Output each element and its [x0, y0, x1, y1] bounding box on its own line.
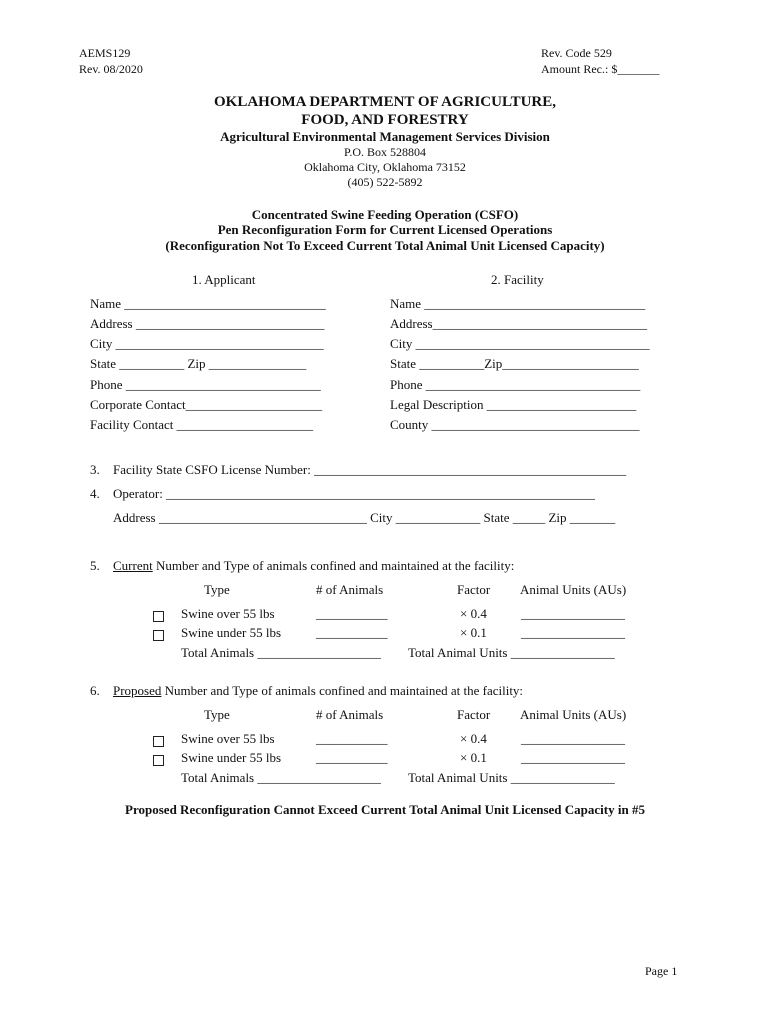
applicant-name-field[interactable]: Name _______________________________ [90, 296, 326, 311]
q5-col-factor: Factor [457, 582, 491, 597]
operator-field[interactable]: Operator: __________________________________________________________________ [113, 486, 596, 501]
applicant-facility-contact-field[interactable]: Facility Contact _____________________ [90, 417, 314, 432]
q6-total-units-field[interactable]: Total Animal Units ________________ [408, 770, 615, 785]
applicant-phone-field[interactable]: Phone ______________________________ [90, 377, 321, 392]
q5-swine-under-factor: × 0.1 [460, 625, 487, 640]
q6-swine-under-au-field[interactable]: ________________ [521, 750, 625, 765]
q5-current-label: Current [113, 558, 153, 573]
agency-name-line1: OKLAHOMA DEPARTMENT OF AGRICULTURE, [213, 94, 556, 110]
applicant-city-field[interactable]: City ________________________________ [90, 336, 324, 351]
q5-swine-under-label: Swine under 55 lbs [181, 625, 282, 640]
q5-swine-over-count-field[interactable]: ___________ [316, 606, 388, 621]
q6-swine-under-label: Swine under 55 lbs [181, 750, 282, 765]
q5-swine-under-checkbox[interactable] [153, 628, 164, 646]
q5-swine-under-au-field[interactable]: ________________ [521, 625, 625, 640]
q4-number: 4. [90, 486, 100, 501]
q5-number: 5. [90, 558, 100, 573]
facility-county-field[interactable]: County ________________________________ [390, 417, 640, 432]
agency-po-box: P.O. Box 528804 [343, 145, 426, 159]
q6-number: 6. [90, 683, 100, 698]
q6-col-animal-units: Animal Units (AUs) [520, 707, 627, 722]
agency-city: Oklahoma City, Oklahoma 73152 [304, 160, 466, 174]
page-number: Page 1 [645, 964, 678, 978]
q5-total-units-field[interactable]: Total Animal Units ________________ [408, 645, 615, 660]
q5-col-animal-units: Animal Units (AUs) [520, 582, 627, 597]
q6-prompt [113, 683, 523, 699]
q6-swine-over-count-field[interactable]: ___________ [316, 731, 388, 746]
q5-prompt-text: Number and Type of animals confined and maintained at the facility: [152, 558, 515, 573]
q6-col-num-animals: # of Animals [316, 707, 384, 722]
facility-legal-description-field[interactable]: Legal Description _______________________ [390, 397, 637, 412]
amount-received: Amount Rec.: $_______ [541, 62, 660, 76]
q5-swine-under-count-field[interactable]: ___________ [316, 625, 388, 640]
form-title-line2: Pen Reconfiguration Form for Current Licensed Operations [217, 222, 553, 237]
facility-address-field[interactable]: Address_________________________________ [390, 316, 648, 331]
q5-col-type: Type [204, 582, 230, 597]
q6-prompt-text: Number and Type of animals confined and maintained at the facility: [161, 683, 524, 698]
q6-swine-under-checkbox[interactable] [153, 753, 164, 771]
revision-date: Rev. 08/2020 [79, 62, 143, 76]
q6-swine-over-factor: × 0.4 [460, 731, 487, 746]
form-id: AEMS129 [79, 46, 131, 60]
q5-swine-over-label: Swine over 55 lbs [181, 606, 275, 621]
facility-state-zip-field[interactable]: State __________Zip_____________________ [390, 356, 639, 371]
applicant-state-zip-field[interactable]: State __________ Zip _______________ [90, 356, 307, 371]
applicant-corporate-contact-field[interactable]: Corporate Contact_____________________ [90, 397, 323, 412]
q6-swine-over-label: Swine over 55 lbs [181, 731, 275, 746]
q3-number: 3. [90, 462, 100, 477]
applicant-heading: 1. Applicant [192, 272, 256, 287]
facility-heading: 2. Facility [491, 272, 544, 287]
form-title-line1: Concentrated Swine Feeding Operation (CSFO) [251, 207, 519, 222]
capacity-note: Proposed Reconfiguration Cannot Exceed Current Total Animal Unit Licensed Capacity in #5 [125, 802, 645, 817]
q6-proposed-label: Proposed [113, 683, 162, 698]
q6-swine-under-count-field[interactable]: ___________ [316, 750, 388, 765]
facility-name-field[interactable]: Name __________________________________ [390, 296, 646, 311]
q6-col-factor: Factor [457, 707, 491, 722]
q5-col-num-animals: # of Animals [316, 582, 384, 597]
agency-name-line2: FOOD, AND FORESTRY [301, 112, 469, 128]
q6-swine-over-checkbox[interactable] [153, 734, 164, 752]
license-number-field[interactable]: Facility State CSFO License Number: ________________________________________________ [113, 462, 627, 477]
q5-swine-over-au-field[interactable]: ________________ [521, 606, 625, 621]
form-title-line3: (Reconfiguration Not To Exceed Current Total Animal Unit Licensed Capacity) [165, 238, 605, 253]
q5-swine-over-factor: × 0.4 [460, 606, 487, 621]
agency-division: Agricultural Environmental Management Services Division [220, 129, 550, 144]
q6-total-animals-field[interactable]: Total Animals ___________________ [181, 770, 381, 785]
facility-city-field[interactable]: City ____________________________________ [390, 336, 650, 351]
q5-total-animals-field[interactable]: Total Animals ___________________ [181, 645, 381, 660]
q5-prompt [113, 558, 514, 574]
q6-swine-over-au-field[interactable]: ________________ [521, 731, 625, 746]
q6-col-type: Type [204, 707, 230, 722]
applicant-address-field[interactable]: Address _____________________________ [90, 316, 325, 331]
facility-phone-field[interactable]: Phone _________________________________ [390, 377, 641, 392]
q6-swine-under-factor: × 0.1 [460, 750, 487, 765]
agency-phone: (405) 522-5892 [347, 175, 423, 189]
q5-swine-over-checkbox[interactable] [153, 609, 164, 627]
revision-code: Rev. Code 529 [541, 46, 612, 60]
operator-address-field[interactable]: Address ________________________________ City _____________ State _____ Zip _______ [113, 510, 616, 525]
